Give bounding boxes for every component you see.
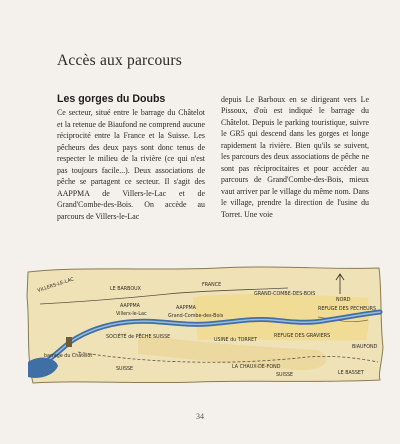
label-refuge: REFUGE DES PECHEURS — [318, 307, 377, 312]
label-chaux: LA CHAUX-DE-FOND — [232, 365, 281, 370]
label-refuge-graviers: REFUGE DES GRAVIERS — [274, 334, 331, 339]
paragraph-left: Ce secteur, situé entre le barrage du Châtelot et la retenue de Biaufond ne comprend aucune réciprocité entre la France et la Suisse. Les pêcheurs des deux pays sont donc tenus de respecter le milieu de la rivière (ce qui n'est pas toujours facile...). Deux associations de pêche se partagent ce secteur. Il s'agit des AAPPMA de Villers-le-Lac et de Grand'Combe-des-Bois. On accède au parcours de Villers-le-Lac — [57, 108, 205, 221]
label-aappma-left: AAPPMA — [120, 304, 140, 309]
hand-drawn-map — [18, 262, 386, 387]
label-grand-combe: GRAND-COMBE-DES-BOIS — [254, 292, 316, 297]
map-illustration — [18, 262, 386, 387]
dam-marker — [66, 337, 72, 347]
label-suisse-2: SUISSE — [276, 373, 294, 378]
label-barboux: LE BARBOUX — [110, 287, 141, 292]
label-villers-lac: Villers-le-Lac — [116, 312, 147, 317]
paragraph-right: depuis Le Barboux en se dirigeant vers Le Pissoux, d'où est indiqué le barrage du Châtelot. Depuis le parking touristique, suivre le GR5 qui descend dans les gorges et longe rapidement la rivière. Bien qu'ils se suivent, les parcours des deux associations de pêche ne sont pas réciprocitaires et pour accéder au parcours de Grand'Combe-des-Bois, mieux vaut arriver par le village du même nom. Dans le village, prendre la direction de l'usine du Torret. Une voie — [221, 95, 369, 219]
label-biaufond: BIAUFOND — [352, 345, 378, 350]
page-number: 34 — [196, 412, 204, 421]
section-title: Les gorges du Doubs — [57, 93, 166, 105]
label-france: FRANCE — [202, 283, 222, 288]
label-suisse-1: SUISSE — [116, 367, 134, 372]
label-villers-road: VILLERS-LE-LAC — [37, 277, 75, 294]
page-title: Accès aux parcours — [57, 52, 182, 69]
text-column-right — [221, 94, 369, 220]
label-usine: USINE du TORRET — [214, 338, 258, 343]
text-column-left — [57, 94, 205, 222]
label-barrage: barrage du Châtelot — [44, 354, 93, 359]
label-basset: LE BASSET — [338, 371, 364, 376]
label-nord: NORD — [336, 298, 351, 303]
label-aappma-right: AAPPMA — [176, 306, 196, 311]
label-societe: SOCIÉTÉ de PÊCHE SUISSE — [106, 335, 171, 340]
label-grand-combe-bois: Grand-Combe-des-Bois — [168, 314, 224, 319]
